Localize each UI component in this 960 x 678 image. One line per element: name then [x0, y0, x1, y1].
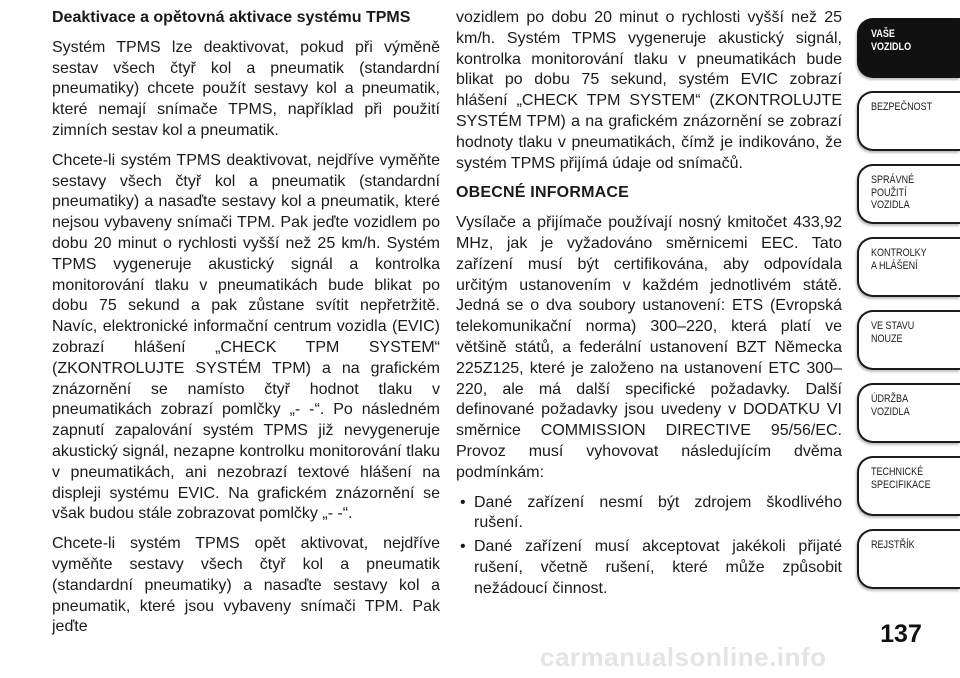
tab-kontrolky-a-hlaseni[interactable] [857, 237, 960, 297]
tab-bezpecnost[interactable] [857, 91, 960, 151]
section-title-general-info: OBECNÉ INFORMACE [456, 184, 629, 202]
paragraph-1: Systém TPMS lze deaktivovat, pokud při výměně sestav všech čtyř kol a pneumatik (standardní pneumatiky) chcete použít sestavy kol a pneumatik, které nemají snímače TPMS, například při použití zimních sestav kol a pneumatik. [52, 38, 440, 139]
page-number: 137 [880, 620, 922, 648]
tab-label: REJSTŘÍK [871, 539, 915, 551]
tab-label: KONTROLKY A HLÁŠENÍ [871, 247, 927, 272]
list-item: • Dané zařízení nesmí být zdrojem škodlivého rušení. [456, 493, 842, 535]
watermark-text: carmanualsonline.info [540, 642, 827, 672]
paragraph-3: Chcete-li systém TPMS opět aktivovat, nejdříve vyměňte sestavy všech čtyř kol a pneumatik (standardní pneumatiky) a nasaďte sestavy kol a pneumatik, které jsou vybaveny snímači TPM. Pak jeďte [52, 535, 440, 636]
tab-label: VAŠE VOZIDLO [871, 28, 912, 53]
tab-technicke-specifikace[interactable] [857, 456, 960, 516]
list-item: • Dané zařízení musí akceptovat jakékoli přijaté rušení, včetně rušení, které může způsobit nežádoucí činnost. [456, 537, 842, 599]
conditions-list [456, 493, 842, 600]
left-column [52, 8, 440, 647]
tab-ve-stavu-nouze[interactable] [857, 310, 960, 370]
tab-spravne-pouziti-vozidla[interactable] [857, 164, 960, 224]
tab-label: VE STAVU NOUZE [871, 320, 915, 345]
general-info-paragraph: Vysílače a přijímače používají nosný kmitočet 433,92 MHz, jak je vyžadováno směrnicemi EEC. Tato zařízení musí být certifikována, aby odpovídala určitým ustanovením v každém jednotlivém státě. Jedná se o dva soubory ustanovení: ETS (Evropská telekomunikační norma) 300–220, která platí ve většině států, a federální ustanovení BZT Německa 225Z125, které je založeno na ustanovení ETC 300–220, ale má další specifické požadavky. Další definované požadavky jsou uvedeny v DODATKU VI směrnice COMMISSION DIRECTIVE 95/56/EC. Provoz musí vyhovovat následujícím dvěma podmínkám: [456, 214, 842, 481]
tab-label: BEZPEČNOST [871, 101, 933, 113]
tab-label: ÚDRŽBA VOZIDLA [871, 393, 910, 418]
right-column [456, 8, 842, 603]
tab-udrzba-vozidla[interactable] [857, 383, 960, 443]
tab-vase-vozidlo[interactable] [857, 18, 960, 78]
tab-rejstrik[interactable] [857, 529, 960, 589]
tab-label: SPRÁVNÉ POUŽITÍ VOZIDLA [871, 174, 915, 211]
paragraph-2: Chcete-li systém TPMS deaktivovat, nejdříve vyměňte sestavy všech čtyř kol a pneumatik (standardní pneumatiky) a nasaďte sestavy kol a pneumatik, které nejsou vybaveny snímači TPM. Pak jeďte vozidlem po dobu 20 minut o rychlosti vyšší než 25 km/h. Systém TPMS vygeneruje akustický signál a kontrolka monitorování tlaku v pneumatikách bude blikat po dobu 75 sekund a pak zůstane svítit nepřetržitě. Navíc, elektronické informační centrum vozidla (EVIC) zobrazí hlášení „CHECK TPM SYSTEM“ (ZKONTROLUJTE SYSTÉM TPM) a na grafickém znázornění se namísto čtyř hodnot tlaku v pneumatikách zobrazí pomlčky „- -“. Po následném zapnutí zapalování systém TPMS již nevygeneruje akustický signál, nezapne kontrolku monitorování tlaku v pneumatikách, ani nezobrazí textové hlášení na displeji systému EVIC. Na grafickém znázornění se však budou stále zobrazovat pomlčky „- -“. [52, 151, 440, 523]
tab-label: TECHNICKÉ SPECIFIKACE [871, 466, 931, 491]
section-title-tpms-deactivation: Deaktivace a opětovná aktivace systému TPMS [52, 9, 411, 26]
chapter-tabs [857, 18, 960, 602]
continuation-paragraph: vozidlem po dobu 20 minut o rychlosti vyšší než 25 km/h. Systém TPMS vygeneruje akustický signál, kontrolka monitorování tlaku v pneumatikách bude blikat po dobu 75 sekund, systém EVIC zobrazí hlášení „CHECK TPM SYSTEM“ (ZKONTROLUJTE SYSTÉM TPM) a na grafickém znázornění se zobrazí hodnoty tlaku v pneumatikách, čímž je indikováno, že systém TPMS přijímá údaje od snímačů. [456, 9, 842, 172]
